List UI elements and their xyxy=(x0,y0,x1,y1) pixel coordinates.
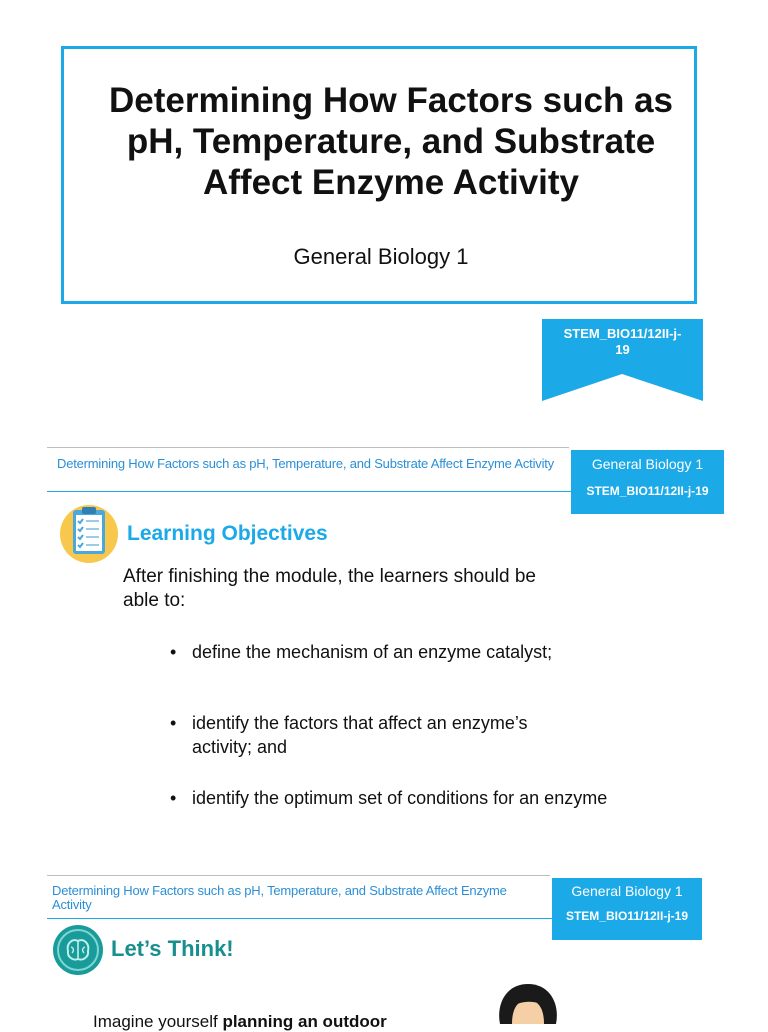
clipboard-checklist-icon xyxy=(58,503,120,565)
slide-subject: General Biology 1 xyxy=(293,244,469,269)
objectives-heading: Learning Objectives xyxy=(127,522,328,545)
header-code-badge: STEM_BIO11/12II-j-19 xyxy=(571,478,724,514)
header-code-badge: STEM_BIO11/12II-j-19 xyxy=(552,904,702,940)
scenario-text-bold: planning an outdoor xyxy=(222,1012,387,1031)
competency-code-ribbon xyxy=(542,319,703,401)
lets-think-heading: Let’s Think! xyxy=(111,936,234,961)
header-title: Determining How Factors such as pH, Temperature, and Substrate Affect Enzyme Activity xyxy=(57,456,554,471)
slide-title xyxy=(61,80,721,203)
header-title: Determining How Factors such as pH, Temperature, and Substrate Affect Enzyme Activity xyxy=(52,883,507,912)
title-line: Determining How Factors such as xyxy=(108,81,674,120)
objective-item xyxy=(170,640,610,664)
bullet: • xyxy=(170,713,177,733)
objective-text: identify the optimum set of conditions for an enzyme xyxy=(192,788,608,808)
title-line: Affect Enzyme Activity xyxy=(202,163,580,202)
scenario-text xyxy=(93,1012,387,1032)
bullet: • xyxy=(170,642,177,662)
header-top-rule xyxy=(47,875,550,876)
objective-text: define the mechanism of an enzyme catalyst; xyxy=(192,642,553,662)
header-subject-badge: General Biology 1 xyxy=(571,450,724,478)
objectives-intro: After finishing the module, the learners should be able to: xyxy=(123,566,536,611)
header-subject-badge: General Biology 1 xyxy=(552,878,702,904)
header-top-rule xyxy=(47,447,569,448)
header-bottom-rule xyxy=(47,491,571,492)
competency-code xyxy=(542,326,703,358)
code-line: STEM_BIO11/12II-j- xyxy=(563,326,682,341)
scenario-text-start: Imagine yourself xyxy=(93,1012,223,1031)
code-line: 19 xyxy=(615,342,630,357)
person-avatar-icon xyxy=(492,982,564,1024)
brain-icon xyxy=(52,924,104,976)
objective-item xyxy=(170,786,610,810)
objective-text: identify the factors that affect an enzyme’s activity; and xyxy=(192,713,528,757)
header-bottom-rule xyxy=(47,918,552,919)
bullet: • xyxy=(170,788,177,808)
title-line: pH, Temperature, and Substrate xyxy=(126,122,656,161)
objective-item xyxy=(170,711,610,759)
